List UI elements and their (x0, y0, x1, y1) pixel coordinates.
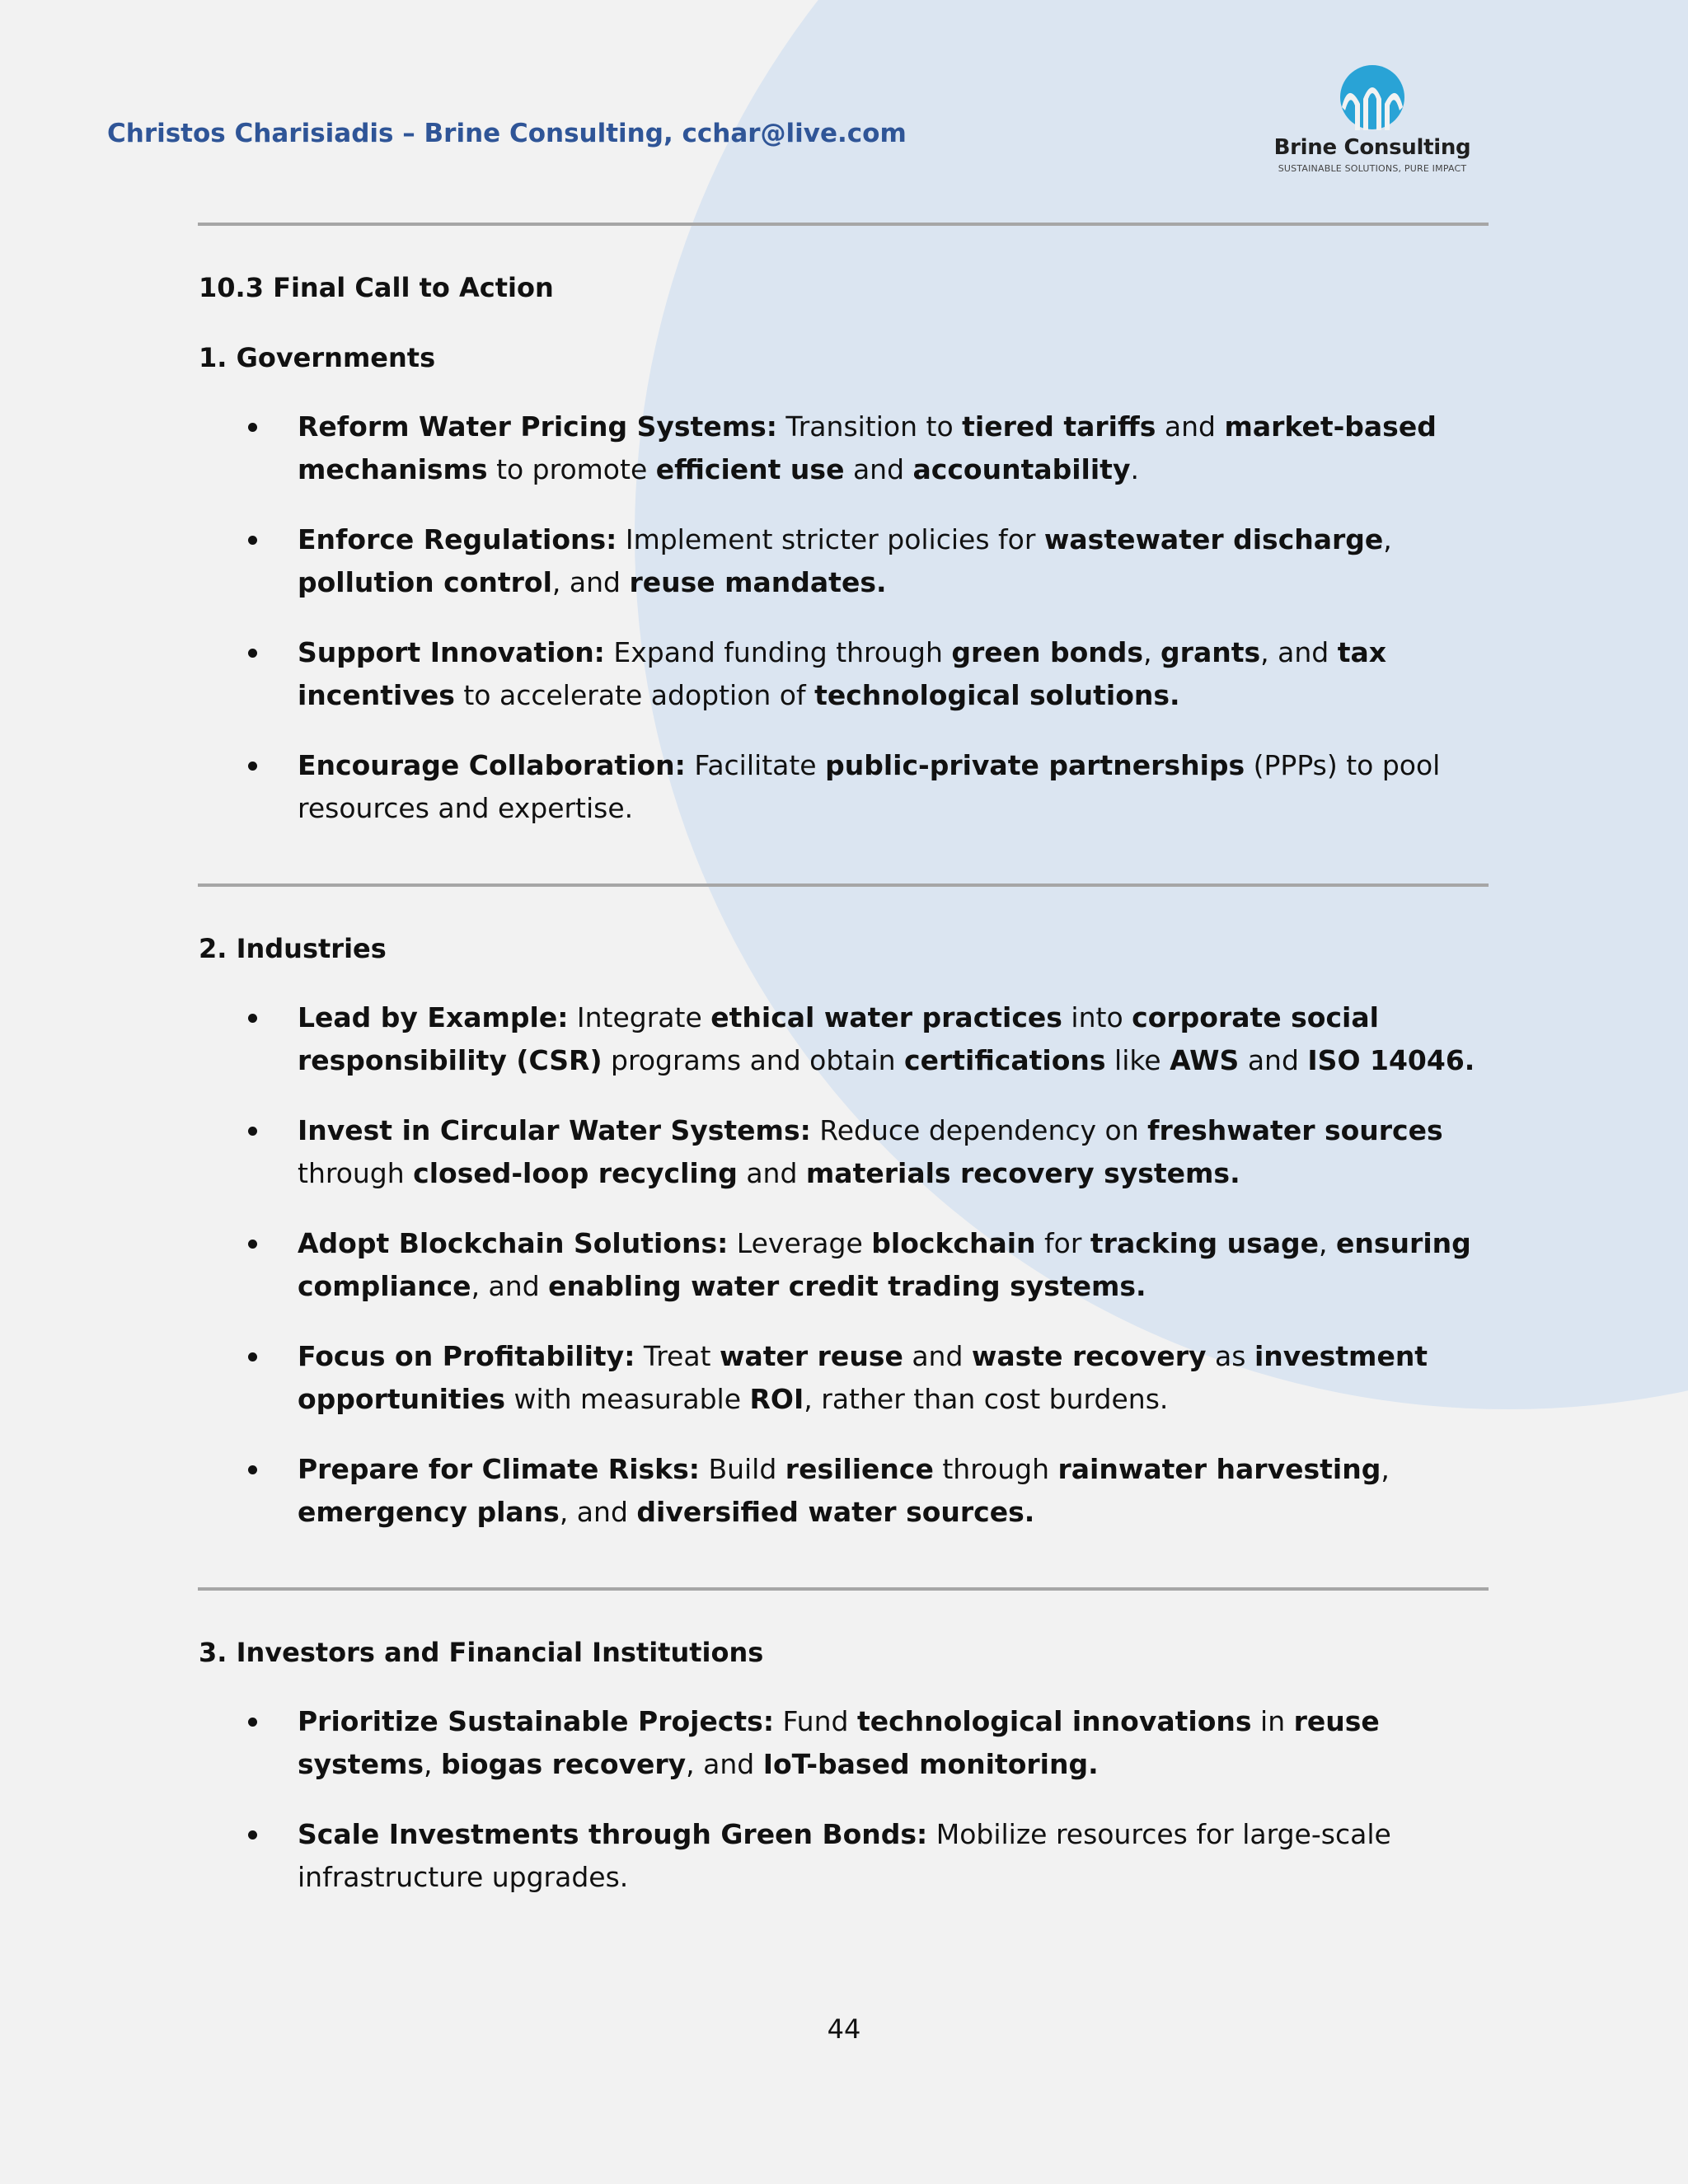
item-text: for (1035, 1227, 1090, 1259)
item-emphasis: blockchain (871, 1227, 1036, 1259)
bullet-icon (248, 1830, 257, 1840)
item-text: , and (559, 1496, 637, 1528)
item-emphasis: grants (1160, 636, 1261, 668)
item-text: , and (1260, 636, 1338, 668)
item-label: Support Innovation: (298, 636, 605, 668)
item-label: Reform Water Pricing Systems: (298, 410, 777, 443)
bullet-icon (248, 423, 257, 432)
item-label: Prepare for Climate Risks: (298, 1453, 700, 1485)
item-text: to accelerate adoption of (454, 679, 815, 711)
item-text: programs and obtain (602, 1044, 905, 1076)
item-text: Facilitate (685, 749, 826, 781)
item-emphasis: ensuring compliance (298, 1227, 1471, 1302)
item-text: , and (686, 1748, 763, 1780)
item-emphasis: ROI (749, 1383, 804, 1415)
list-item (199, 1813, 1501, 1899)
item-emphasis: IoT-based monitoring. (762, 1748, 1099, 1780)
item-text: . (1130, 453, 1139, 485)
item-label: Adopt Blockchain Solutions: (298, 1227, 729, 1259)
item-text: , (1319, 1227, 1337, 1259)
item-emphasis: public-private partnerships (825, 749, 1245, 781)
group-heading-governments: 1. Governments (199, 342, 436, 373)
item-text: through (298, 1157, 414, 1189)
bullet-list-governments (199, 405, 1501, 857)
bullet-icon (248, 1127, 257, 1136)
divider-rule (198, 883, 1489, 887)
group-heading-industries: 2. Industries (199, 933, 387, 964)
list-item (199, 996, 1501, 1082)
item-emphasis: corporate social responsibility (CSR) (298, 1001, 1379, 1076)
bullet-icon (248, 1465, 257, 1474)
list-item (199, 1700, 1501, 1786)
list-item (199, 631, 1501, 717)
item-emphasis: freshwater sources (1147, 1114, 1443, 1146)
item-label: Scale Investments through Green Bonds: (298, 1818, 928, 1850)
bullet-icon (248, 762, 257, 771)
brine-consulting-logo (1261, 64, 1484, 174)
item-emphasis: materials recovery systems. (805, 1157, 1240, 1189)
item-emphasis: ISO 14046. (1307, 1044, 1475, 1076)
item-label: Lead by Example: (298, 1001, 569, 1033)
item-text: and (1239, 1044, 1308, 1076)
item-text: Implement stricter policies for (617, 523, 1044, 555)
item-text: Leverage (728, 1227, 872, 1259)
item-text: Reduce dependency on (810, 1114, 1148, 1146)
brine-drop-arches-icon (1339, 64, 1406, 130)
section-title: 10.3 Final Call to Action (199, 272, 554, 303)
item-emphasis: investment opportunities (298, 1340, 1428, 1415)
item-text: , and (551, 566, 630, 598)
item-text: Build (699, 1453, 785, 1485)
item-text: Transition to (776, 410, 963, 443)
item-emphasis: technological innovations (856, 1705, 1252, 1737)
item-text: and (1156, 410, 1225, 443)
item-label: Encourage Collaboration: (298, 749, 686, 781)
item-emphasis: closed-loop recycling (413, 1157, 738, 1189)
list-item (199, 1222, 1501, 1308)
item-text: in (1251, 1705, 1294, 1737)
item-label: Invest in Circular Water Systems: (298, 1114, 811, 1146)
bullet-icon (248, 649, 257, 658)
item-text: Fund (774, 1705, 857, 1737)
item-emphasis: waste recovery (971, 1340, 1207, 1372)
page-number: 44 (827, 2013, 861, 2045)
item-text: with measurable (505, 1383, 750, 1415)
item-text: as (1206, 1340, 1254, 1372)
item-text: and (903, 1340, 972, 1372)
item-emphasis: resilience (785, 1453, 934, 1485)
item-text: , (1143, 636, 1161, 668)
item-text: , and (471, 1270, 549, 1302)
item-emphasis: efficient use (655, 453, 845, 485)
bullet-icon (248, 1352, 257, 1361)
list-item (199, 1448, 1501, 1534)
item-emphasis: technological solutions. (814, 679, 1180, 711)
item-emphasis: reuse mandates. (629, 566, 887, 598)
logo-wordmark: Brine Consulting (1273, 135, 1471, 160)
item-emphasis: water reuse (719, 1340, 903, 1372)
item-label: Focus on Profitability: (298, 1340, 635, 1372)
item-emphasis: tracking usage (1090, 1227, 1320, 1259)
bullet-list-investors (199, 1700, 1501, 1926)
item-emphasis: diversified water sources. (636, 1496, 1035, 1528)
divider-rule (198, 1587, 1489, 1591)
item-text: , (1383, 523, 1392, 555)
item-emphasis: rainwater harvesting (1057, 1453, 1381, 1485)
item-text: Integrate (568, 1001, 711, 1033)
item-text: , (1381, 1453, 1390, 1485)
bullet-icon (248, 536, 257, 545)
item-emphasis: green bonds (951, 636, 1144, 668)
list-item (199, 405, 1501, 491)
item-text: Treat (635, 1340, 720, 1372)
item-text: Mobilize resources for large-scale infrastructure upgrades. (298, 1818, 1391, 1893)
item-text: , (423, 1748, 441, 1780)
item-text: Expand funding through (604, 636, 952, 668)
divider-rule (198, 223, 1489, 226)
list-item (199, 518, 1501, 604)
item-emphasis: wastewater discharge (1043, 523, 1384, 555)
item-emphasis: reuse systems (298, 1705, 1380, 1780)
bullet-icon (248, 1014, 257, 1023)
list-item (199, 1109, 1501, 1195)
group-heading-investors: 3. Investors and Financial Institutions (199, 1637, 764, 1668)
header-author-line: Christos Charisiadis – Brine Consulting, cchar@live.com (107, 119, 907, 148)
item-emphasis: ethical water practices (710, 1001, 1062, 1033)
item-text: into (1062, 1001, 1132, 1033)
item-emphasis: enabling water credit trading systems. (548, 1270, 1146, 1302)
list-item (199, 1335, 1501, 1421)
item-emphasis: biogas recovery (440, 1748, 687, 1780)
item-text: and (844, 453, 913, 485)
item-emphasis: tiered tariffs (962, 410, 1156, 443)
bullet-icon (248, 1718, 257, 1727)
item-label: Prioritize Sustainable Projects: (298, 1705, 775, 1737)
bullet-list-industries (199, 996, 1501, 1561)
bullet-icon (248, 1240, 257, 1249)
item-emphasis: accountability (912, 453, 1131, 485)
item-emphasis: certifications (904, 1044, 1106, 1076)
item-text: to promote (487, 453, 656, 485)
item-text: through (933, 1453, 1058, 1485)
item-emphasis: market-based mechanisms (298, 410, 1437, 485)
item-emphasis: tax incentives (298, 636, 1387, 711)
item-emphasis: AWS (1170, 1044, 1240, 1076)
item-emphasis: pollution control (298, 566, 552, 598)
item-text: , rather than cost burdens. (804, 1383, 1169, 1415)
item-text: and (737, 1157, 806, 1189)
list-item (199, 744, 1501, 830)
item-text: (PPPs) to pool resources and expertise. (298, 749, 1441, 824)
item-emphasis: emergency plans (298, 1496, 560, 1528)
item-text: like (1105, 1044, 1170, 1076)
logo-tagline: SUSTAINABLE SOLUTIONS, PURE IMPACT (1278, 163, 1467, 174)
item-label: Enforce Regulations: (298, 523, 617, 555)
